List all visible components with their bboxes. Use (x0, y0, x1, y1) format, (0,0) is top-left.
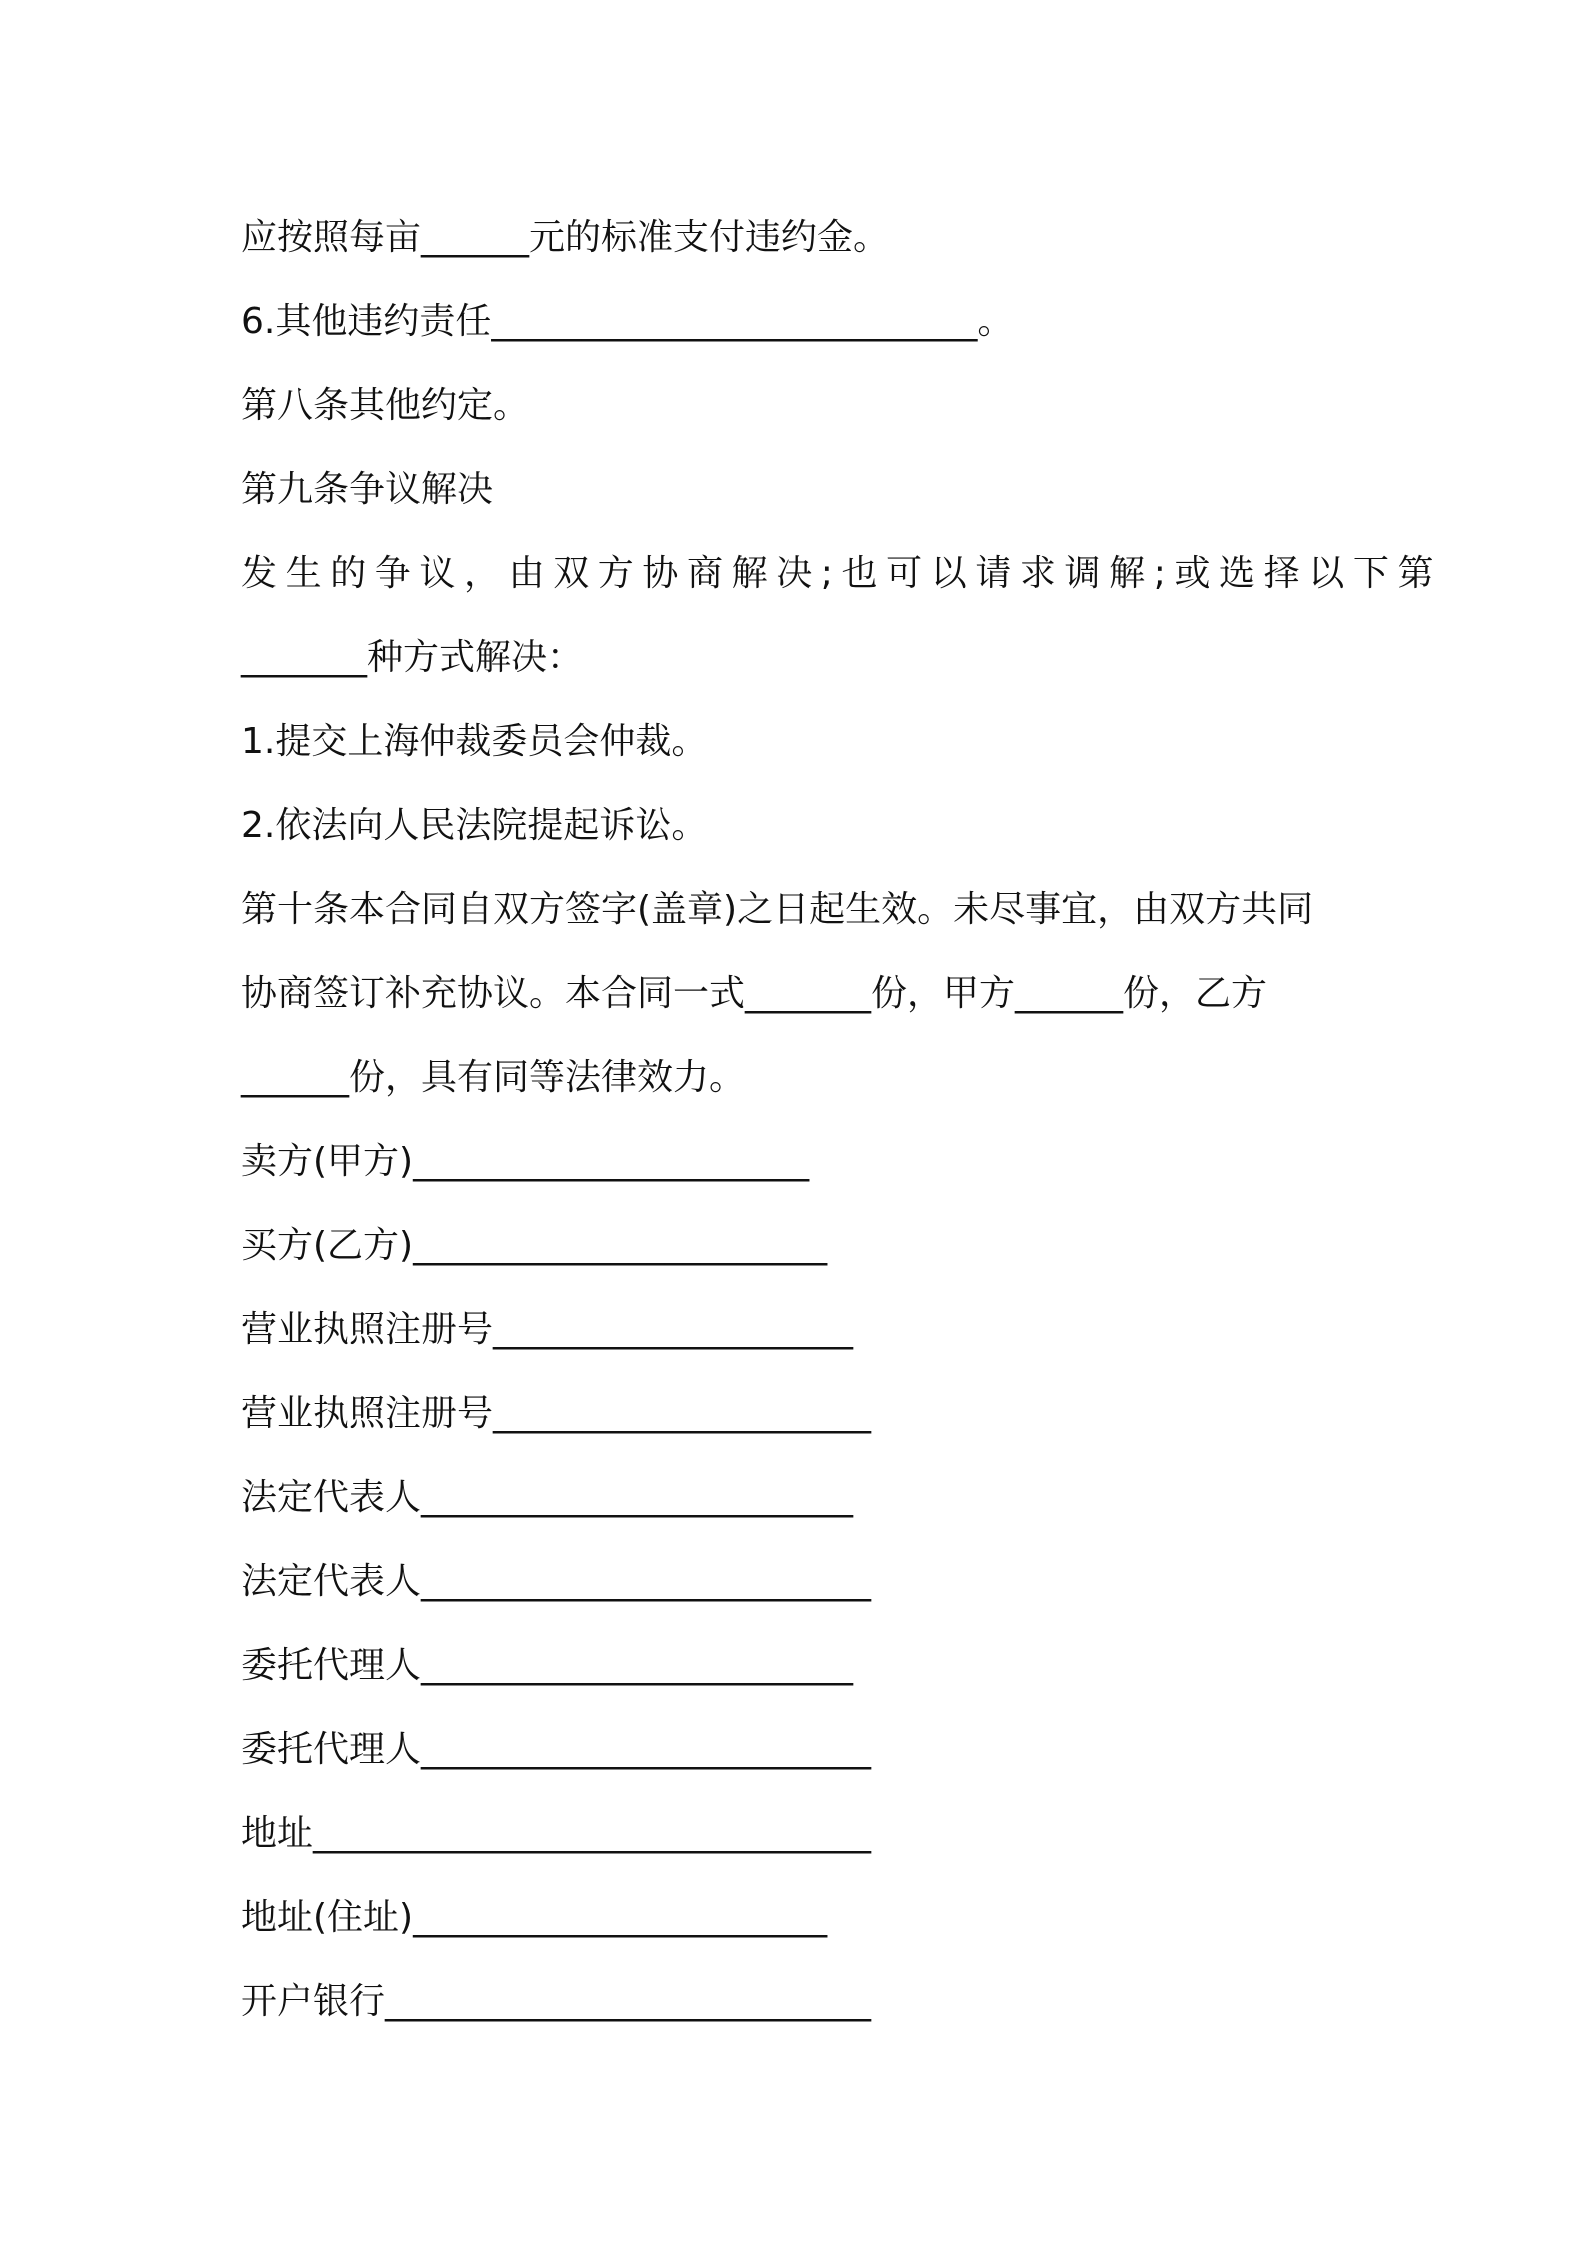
authorized-agent-field-a: 委托代理人________________________ (241, 1645, 854, 1686)
business-license-field-a: 营业执照注册号____________________ (241, 1309, 854, 1350)
other-liability-line: 6.其他违约责任___________________________。 (241, 301, 1014, 342)
address-field-b: 地址(住址)_______________________ (241, 1897, 828, 1938)
article-8-heading: 第八条其他约定。 (241, 385, 530, 426)
address-field-a: 地址_______________________________ (241, 1813, 871, 1854)
authorized-agent-field-b: 委托代理人_________________________ (241, 1729, 872, 1770)
article-10-paragraph: 第十条本合同自双方签字(盖章)之日起生效。未尽事宜，由双方共同 (241, 889, 1314, 930)
bank-field: 开户银行___________________________ (241, 1981, 872, 2022)
copies-paragraph: 协商签订补充协议。本合同一式_______份，甲方______份，乙方 (241, 973, 1268, 1014)
buyer-party-b-field: 买方(乙方)_______________________ (241, 1225, 828, 1266)
penalty-per-mu-line: 应按照每亩______元的标准支付违约金。 (241, 217, 890, 258)
seller-party-a-field: 卖方(甲方)______________________ (241, 1141, 810, 1182)
legal-representative-field-b: 法定代表人_________________________ (241, 1561, 872, 1602)
document-body (241, 196, 1443, 2044)
dispute-resolution-paragraph: 发生的争议，由双方协商解决;也可以请求调解;或选择以下第 (241, 553, 1443, 594)
litigation-option: 2.依法向人民法院提起诉讼。 (241, 805, 708, 846)
business-license-field-b: 营业执照注册号_____________________ (241, 1393, 872, 1434)
arbitration-option: 1.提交上海仲裁委员会仲裁。 (241, 721, 708, 762)
legal-effect-line: ______份，具有同等法律效力。 (241, 1057, 746, 1098)
article-9-heading: 第九条争议解决 (241, 469, 494, 510)
dispute-method-line: _______种方式解决： (241, 637, 584, 678)
legal-representative-field-a: 法定代表人________________________ (241, 1477, 854, 1518)
